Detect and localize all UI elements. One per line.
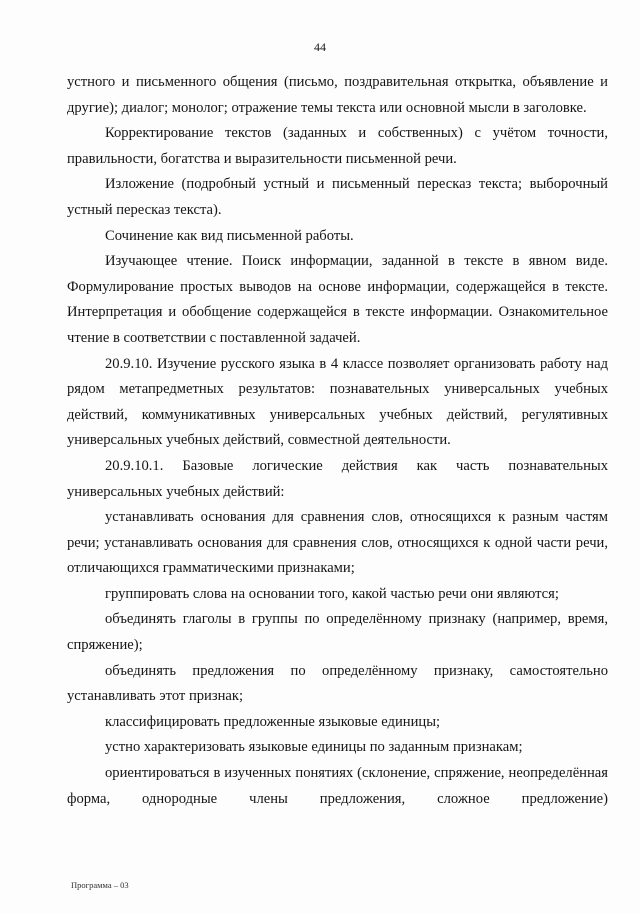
list-item: объединять предложения по определённому признаку, самостоятельно устанавливать этот признак; (67, 662, 608, 705)
list-item: группировать слова на основании того, какой частью речи они являются; (105, 585, 559, 602)
list-item: ориентироваться в изученных понятиях (склонение, спряжение, неопределённая форма, однородные члены предложения, сложное предложение) (67, 765, 608, 807)
paragraph: Корректирование текстов (заданных и собственных) с учётом точности, правильности, богатства и выразительности письменной речи. (67, 125, 608, 167)
list-item: устанавливать основания для сравнения слов, относящихся к разным частям речи; устанавливать основания для сравнения слов, относящихся к одной части речи, отличающихся грамматическими признаками; (67, 509, 608, 577)
section-heading-paragraph: 20.9.10.1. Базовые логические действия как часть познавательных универсальных учебных действий: (67, 457, 608, 500)
paragraph: устного и письменного общения (письмо, поздравительная открытка, объявление и другие); диалог; монолог; отражение темы текста или основной мысли в заголовке. (67, 74, 608, 116)
paragraph: Изучающее чтение. Поиск информации, заданной в тексте в явном виде. Формулирование простых выводов на основе информации, содержащейся в тексте. Интерпретация и обобщение содержащейся в тексте информации. Ознакомительное чтение в соответствии с поставленной задачей. (67, 253, 608, 346)
list-item: объединять глаголы в группы по определённому признаку (например, время, спряжение); (67, 611, 608, 654)
list-item: классифицировать предложенные языковые единицы; (105, 713, 441, 730)
paragraph: 20.9.10. Изучение русского языка в 4 классе позволяет организовать работу над рядом метапредметных результатов: познавательных универсальных учебных действий, коммуникативных универсальных учебных действий, регулятивных универсальных учебных действий, совместной деятельности. (67, 355, 608, 449)
document-body (67, 70, 608, 812)
paragraph: Изложение (подробный устный и письменный пересказ текста; выборочный устный пересказ текста). (67, 176, 608, 218)
list-item: устно характеризовать языковые единицы по заданным признакам; (105, 739, 523, 756)
paragraph: Сочинение как вид письменной работы. (105, 227, 354, 244)
footer-label: Программа – 03 (71, 880, 129, 890)
page-number: 44 (314, 40, 326, 54)
